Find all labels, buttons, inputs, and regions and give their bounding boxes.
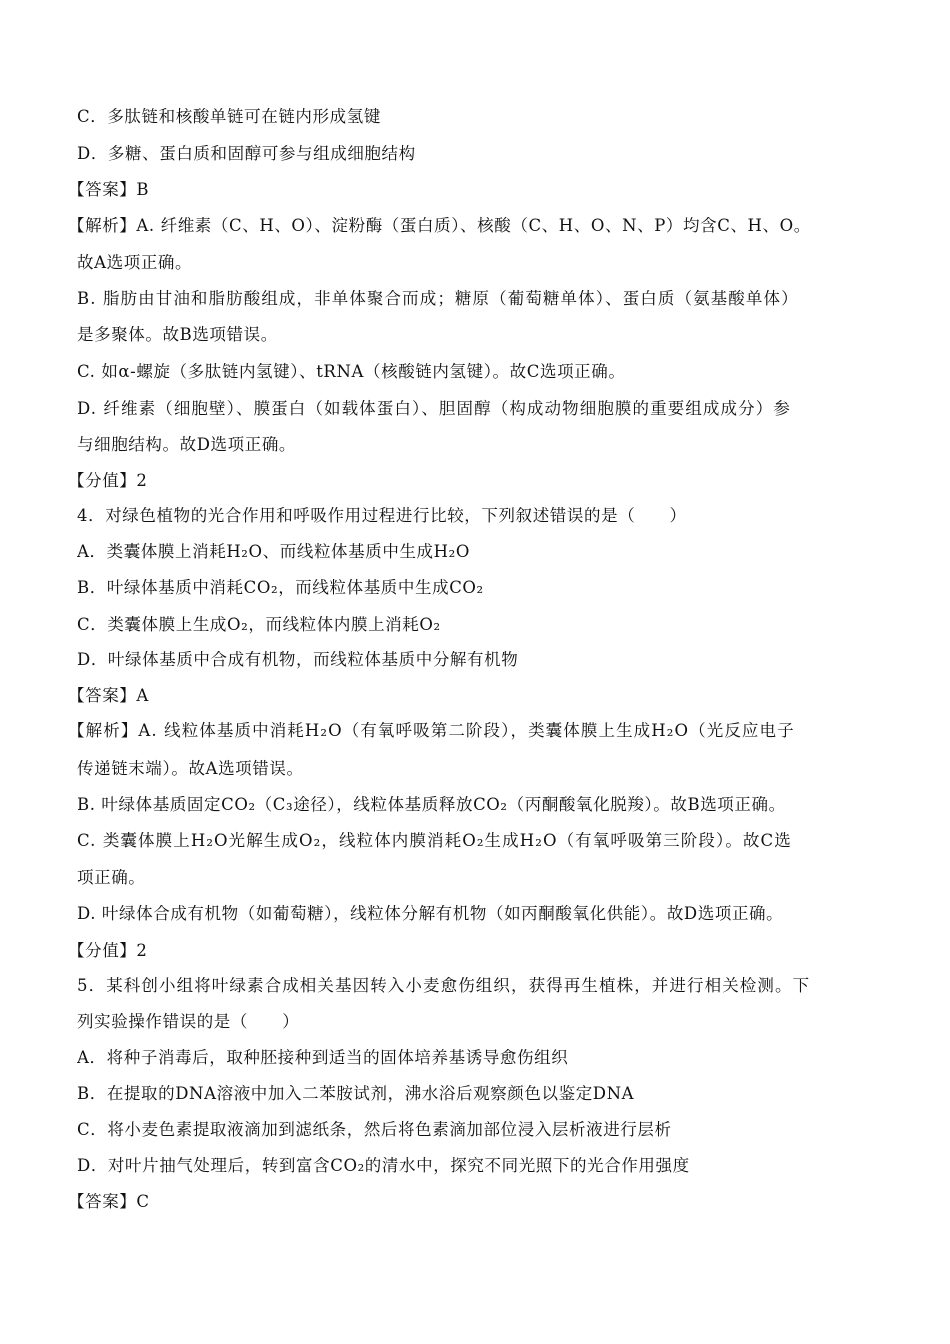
question-4: 4．对绿色植物的光合作用和呼吸作用过程进行比较，下列叙述错误的是（ ） (77, 506, 687, 525)
analysis-q3-c: C. 如α-螺旋（多肽链内氢键）、tRNA（核酸链内氢键）。故C选项正确。 (77, 362, 626, 381)
answer-q5: 【答案】C (68, 1192, 150, 1211)
option-c-q3: C．多肽链和核酸单链可在链内形成氢键 (77, 107, 381, 126)
analysis-q4-b: B. 叶绿体基质固定CO₂（C₃途径），线粒体基质释放CO₂（丙酮酸氧化脱羧）。故B选项正确。 (77, 795, 786, 814)
question-5-cont: 列实验操作错误的是（ ） (77, 1012, 300, 1031)
option-d-q3: D．多糖、蛋白质和固醇可参与组成细胞结构 (77, 144, 416, 163)
analysis-q3-d-cont: 与细胞结构。故D选项正确。 (77, 435, 297, 454)
option-a-q4: A．类囊体膜上消耗H₂O、而线粒体基质中生成H₂O (77, 542, 470, 561)
analysis-q4-d: D. 叶绿体合成有机物（如葡萄糖），线粒体分解有机物（如丙酮酸氧化供能）。故D选项正确。 (77, 904, 784, 923)
analysis-q3-b-cont: 是多聚体。故B选项错误。 (77, 325, 278, 344)
answer-q3: 【答案】B (68, 180, 150, 199)
option-d-q5: D．对叶片抽气处理后，转到富含CO₂的清水中，探究不同光照下的光合作用强度 (77, 1156, 690, 1175)
option-c-q4: C．类囊体膜上生成O₂，而线粒体内膜上消耗O₂ (77, 615, 441, 634)
score-q4: 【分值】2 (68, 941, 148, 960)
analysis-q3-b: B. 脂肪由甘油和脂肪酸组成，非单体聚合而成；糖原（葡萄糖单体）、蛋白质（氨基酸单体） (77, 289, 799, 308)
option-b-q4: B．叶绿体基质中消耗CO₂，而线粒体基质中生成CO₂ (77, 578, 484, 597)
score-q3: 【分值】2 (68, 471, 148, 490)
analysis-q3-d: D. 纤维素（细胞壁）、膜蛋白（如载体蛋白）、胆固醇（构成动物细胞膜的重要组成成分）参 (77, 399, 791, 418)
option-c-q5: C．将小麦色素提取液滴加到滤纸条，然后将色素滴加部位浸入层析液进行层析 (77, 1120, 672, 1139)
analysis-q4-a-cont: 传递链末端）。故A选项错误。 (77, 759, 304, 778)
option-b-q5: B．在提取的DNA溶液中加入二苯胺试剂，沸水浴后观察颜色以鉴定DNA (77, 1084, 635, 1103)
analysis-q3-a: 【解析】A. 纤维素（C、H、O）、淀粉酶（蛋白质）、核酸（C、H、O、N、P）均含C、H、O。 (68, 216, 811, 235)
option-a-q5: A．将种子消毒后，取种胚接种到适当的固体培养基诱导愈伤组织 (77, 1048, 569, 1067)
analysis-q4-a: 【解析】A. 线粒体基质中消耗H₂O（有氧呼吸第二阶段），类囊体膜上生成H₂O（光反应电子 (68, 721, 795, 740)
analysis-q4-c: C. 类囊体膜上H₂O光解生成O₂，线粒体内膜消耗O₂生成H₂O（有氧呼吸第三阶段）。故C选 (77, 831, 792, 850)
question-5: 5．某科创小组将叶绿素合成相关基因转入小麦愈伤组织，获得再生植株，并进行相关检测。下 (77, 976, 811, 995)
analysis-q4-c-cont: 项正确。 (77, 868, 146, 887)
answer-q4: 【答案】A (68, 686, 149, 705)
option-d-q4: D．叶绿体基质中合成有机物，而线粒体基质中分解有机物 (77, 650, 519, 669)
analysis-q3-a-cont: 故A选项正确。 (77, 253, 193, 272)
